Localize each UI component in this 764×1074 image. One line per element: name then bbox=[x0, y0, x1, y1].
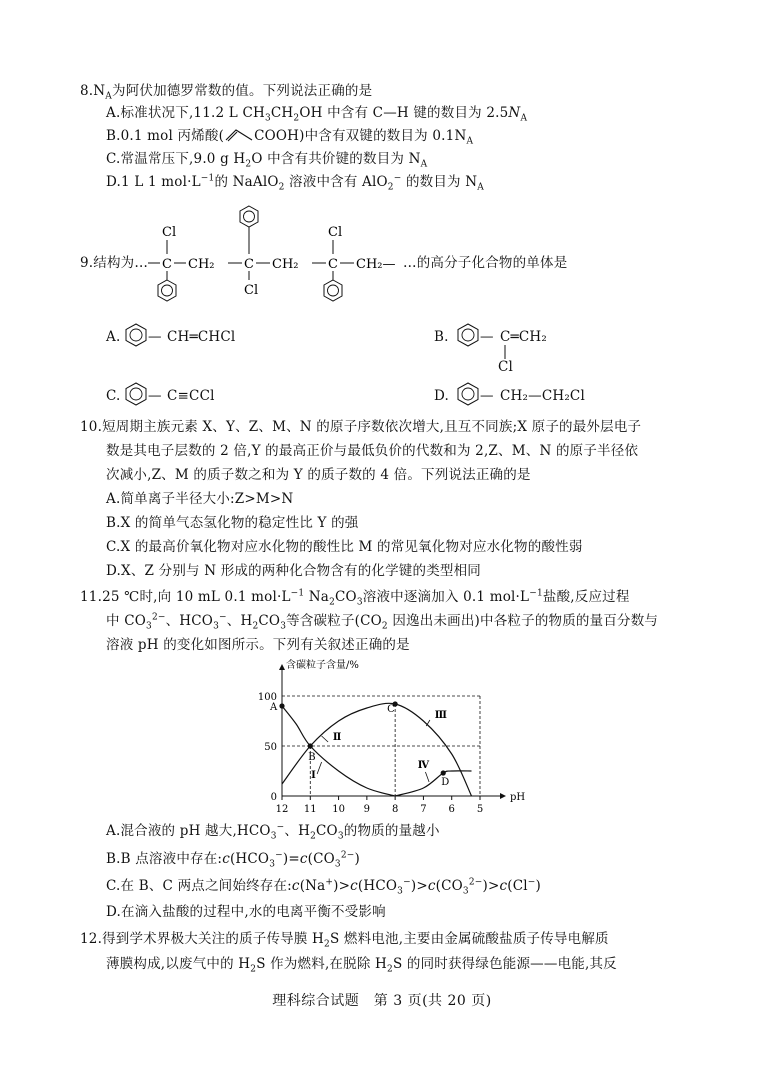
q10-option-c: C.X 的最高价氧化物对应水化物的酸性比 M 的常见氧化物对应水化物的酸性弱 bbox=[106, 539, 583, 555]
q11-option-c: C.在 B、C 两点之间始终存在$:c(Na^+)>c(HCO_3^-)>c(CO_3^{2-})>c(Cl^-)$ bbox=[106, 877, 541, 897]
q9-stem-pre: 9.结构为… bbox=[80, 255, 149, 271]
point-A bbox=[279, 703, 284, 708]
x-tick-label: 5 bbox=[476, 804, 484, 815]
chain-c3: C bbox=[328, 257, 338, 272]
y-tick-label: 100 bbox=[257, 692, 277, 703]
y-axis-arrow bbox=[279, 664, 285, 670]
q9-option-b-label: B. bbox=[434, 329, 449, 345]
x-tick-label: 7 bbox=[420, 804, 427, 815]
page-footer: 理科综合试题 第 3 页(共 20 页) bbox=[272, 993, 492, 1009]
series-line-3 bbox=[395, 771, 471, 796]
point-B bbox=[308, 743, 313, 748]
q11-option-a: A.混合液的 pH 越大$,HCO_3^-$、$H_2CO_3$的物质的量越小 bbox=[106, 822, 440, 842]
q9-option-b-cl: Cl bbox=[498, 359, 514, 375]
q11-line-3: 溶液 pH 的变化如图所示。下列有关叙述正确的是 bbox=[106, 637, 410, 653]
point-label-C: C bbox=[387, 704, 395, 715]
q10-option-a: A.简单离子半径大小:Z>M>N bbox=[106, 491, 294, 507]
curve-label-2: Ⅱ bbox=[332, 732, 342, 743]
q9-option-a-bond: — bbox=[148, 329, 162, 345]
q10-line-1: 10.短周期主族元素 X、Y、Z、M、N 的原子序数依次增大,且互不同族;X 原子的最外层电子 bbox=[80, 419, 642, 435]
x-tick-label: 9 bbox=[363, 804, 371, 815]
benzene-ring-icon bbox=[324, 280, 342, 301]
q8-option-b: B.0.1 mol 丙烯酸( COOH)中含有双键的数目为 $0.1N_A$ bbox=[106, 128, 474, 147]
q9-stem-post: …的高分子化合物的单体是 bbox=[403, 255, 568, 271]
q11-option-b: B.B 点溶液中存在$:c(HCO_3^-)=c(CO_3^{2-})$ bbox=[106, 850, 360, 870]
curve-label-3: Ⅲ bbox=[434, 710, 447, 721]
q9-option-b-c: C═CH₂ bbox=[500, 329, 547, 345]
q10-line-2: 数是其电子层数的 2 倍,Y 的最高正价与最低负价的代数和为 2,Z、M、N 的原子半径依 bbox=[106, 443, 639, 459]
x-axis-arrow bbox=[500, 793, 506, 799]
chain-c1: C bbox=[162, 257, 172, 272]
cl-3: Cl bbox=[328, 225, 343, 240]
benzene-ring-icon bbox=[124, 322, 148, 348]
q9-option-b-bond: — bbox=[480, 329, 494, 345]
bond-line bbox=[500, 345, 512, 359]
q8-option-a: A.标准状况下,11.2 L $CH_3CH_2OH$ 中含有 C—H 键的数目为 $2.5N_A$ bbox=[106, 105, 528, 124]
x-tick-label: 6 bbox=[448, 804, 455, 815]
q9-option-a-text: CH═CHCl bbox=[167, 329, 236, 345]
q9-option-d-text: CH₂—CH₂Cl bbox=[500, 388, 585, 404]
benzene-ring-icon bbox=[456, 381, 480, 407]
q11-line-1: 11.25 ℃时,向 10 mL 0.1 $mol\cdot L^{-1}$ $Na_2CO_3$溶液中逐滴加入 0.1 $mol\cdot L^{-1}$盐酸,反应过程 bbox=[80, 588, 630, 608]
x-tick-label: 8 bbox=[391, 804, 399, 815]
cl-2: Cl bbox=[244, 283, 259, 298]
y-axis-label: 含碳粒子含量/% bbox=[286, 660, 359, 671]
chain-ch2-3: CH₂— bbox=[356, 257, 396, 272]
point-label-D: D bbox=[441, 777, 450, 788]
q11-distribution-chart bbox=[252, 656, 526, 822]
benzene-ring-icon bbox=[240, 206, 258, 227]
x-tick-label: 12 bbox=[275, 804, 289, 815]
x-axis-label: pH bbox=[510, 792, 526, 803]
q8-option-d: D.1 L 1 $mol\cdot L^{-1}$的 NaAlO$_2$ 溶液中含有 AlO$_2$− 的数目为 $N_A$ bbox=[106, 173, 484, 193]
cl-1: Cl bbox=[162, 225, 177, 240]
curve-label-1: Ⅰ bbox=[311, 770, 316, 781]
q10-option-d: D.X、Z 分别与 N 形成的两种化合物含有的化学键的类型相同 bbox=[106, 563, 482, 579]
q11-option-d: D.在滴入盐酸的过程中,水的电离平衡不受影响 bbox=[106, 904, 386, 920]
q9-option-c-text: C≡CCl bbox=[167, 388, 215, 404]
q8-option-c: C.常温常压下,9.0 g $H_2O$ 中含有共价键的数目为 $N_A$ bbox=[106, 151, 428, 170]
q10-line-3: 次减小,Z、M 的质子数之和为 Y 的质子数的 4 倍。下列说法正确的是 bbox=[106, 467, 531, 483]
curve-label-leader bbox=[322, 736, 328, 742]
y-tick-label: 0 bbox=[270, 792, 277, 803]
point-D bbox=[441, 770, 446, 775]
x-tick-label: 10 bbox=[332, 804, 345, 815]
q8-stem: $8.N_A$为阿伏加德罗常数的值。下列说法正确的是 bbox=[80, 83, 373, 102]
point-label-B: B bbox=[308, 752, 316, 763]
series-line-1 bbox=[282, 706, 395, 796]
chain-ch2-2: CH₂ bbox=[272, 257, 299, 272]
point-label-A: A bbox=[270, 702, 278, 713]
chain-c2: C bbox=[244, 257, 254, 272]
benzene-ring-icon bbox=[158, 280, 176, 301]
q10-option-b: B.X 的简单气态氢化物的稳定性比 Y 的强 bbox=[106, 515, 359, 531]
q12-line-1: 12.得到学术界极大关注的质子传导膜 $H_2S$ 燃料电池,主要由金属硫酸盐质子传导电解质 bbox=[80, 931, 609, 950]
q9-option-a-label: A. bbox=[106, 329, 121, 345]
q11-line-2: 中 $CO_3^{2-}$、$HCO_3^-$、$H_2CO_3$等含碳粒子($CO_2$ 因逸出未画出)中各粒子的物质的量百分数与 bbox=[106, 612, 659, 632]
x-tick-label: 11 bbox=[303, 804, 317, 815]
y-tick-label: 50 bbox=[264, 742, 277, 753]
benzene-ring-icon bbox=[124, 381, 148, 407]
q9-option-d-bond: — bbox=[480, 388, 494, 404]
q9-option-d-label: D. bbox=[434, 388, 450, 404]
q9-option-c-label: C. bbox=[106, 388, 121, 404]
q12-line-2: 薄膜构成,以废气中的 $H_2S$ 作为燃料,在脱除 $H_2S$ 的同时获得绿色能源——电能,其反 bbox=[106, 956, 617, 975]
curve-label-4: Ⅳ bbox=[417, 760, 430, 771]
benzene-ring-icon bbox=[456, 322, 480, 348]
q9-polymer-structure bbox=[148, 200, 408, 320]
propenoic-skeleton-icon bbox=[224, 128, 254, 142]
curve-label-leader bbox=[425, 772, 429, 782]
q9-option-c-bond: — bbox=[148, 388, 162, 404]
curve-label-leader bbox=[317, 762, 321, 774]
chain-ch2-1: CH₂ bbox=[188, 257, 215, 272]
